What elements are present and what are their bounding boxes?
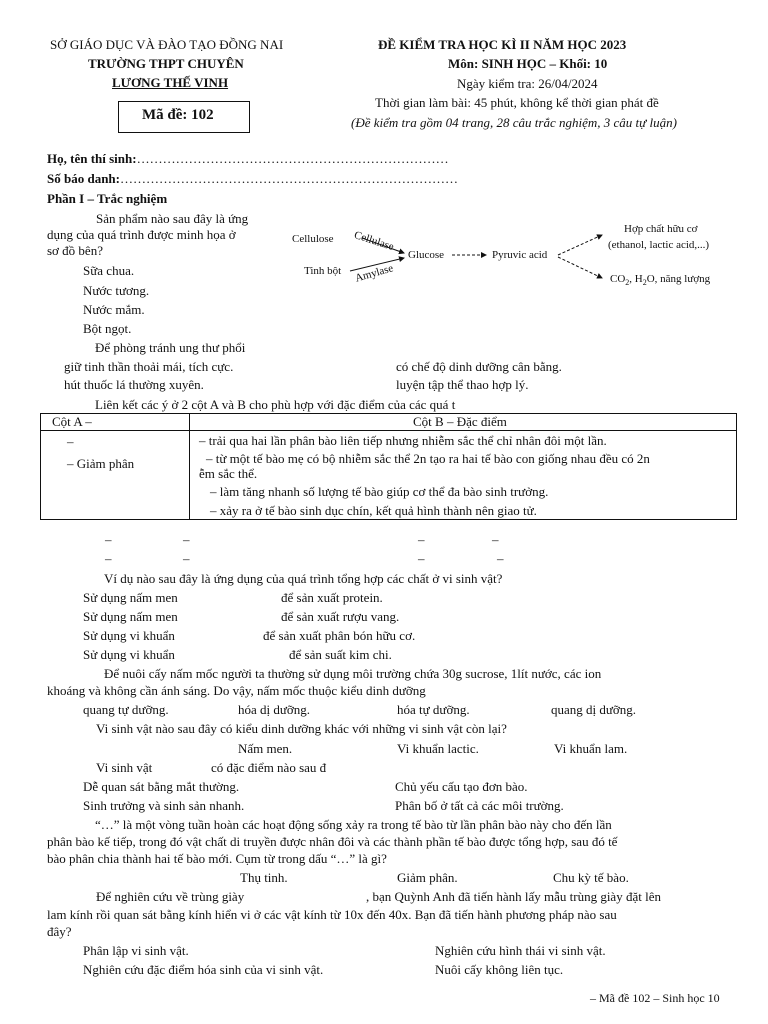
label-organic-examples: (ethanol, lactic acid,...): [608, 239, 710, 251]
label-pyruvic-acid: Pyruvic acid: [492, 249, 548, 261]
q5-option-a: quang tự dưỡng.: [83, 702, 169, 717]
label-cellulase: Cellulase: [352, 229, 396, 254]
q2-option-d: luyện tập thể thao hợp lý.: [396, 377, 529, 392]
q6-stem: Vi sinh vật nào sau đây có kiểu dinh dưỡng khác với những vi sinh vật còn lại?: [96, 721, 507, 736]
q7-option-d: Phân bố ở tất cả các môi trường.: [395, 798, 564, 813]
student-id-row: [47, 172, 458, 185]
label-cellulose: Cellulose: [292, 233, 334, 245]
q7-stem-part2: có đặc điểm nào sau đ: [211, 760, 327, 775]
answer-dash: –: [183, 551, 190, 566]
q5-option-b: hóa dị dưỡng.: [238, 702, 311, 717]
q9-option-d: Nuôi cấy không liên tục.: [435, 962, 564, 977]
exam-subject: Môn: SINH HỌC – Khối: 10: [448, 56, 608, 71]
q1-option-b: Nước tương.: [83, 283, 150, 298]
arrow-pyruvic-co2: [558, 257, 602, 278]
col-b-cell: [190, 431, 737, 520]
q1-option-c: Nước mắm.: [83, 302, 145, 317]
q8-option-c: Giảm phân.: [397, 870, 458, 885]
answer-dash: –: [105, 551, 112, 566]
label-tinh-bot: Tinh bột: [304, 265, 342, 277]
q4-option-d-part1: Sử dụng vi khuẩn: [83, 647, 175, 662]
matching-table-body: [41, 431, 737, 520]
col-a-cell: [41, 431, 190, 520]
exam-code: Mã đề: 102: [142, 107, 214, 123]
q4-option-d-part2: để sản suất kim chi.: [289, 647, 392, 662]
col-b-item-2: – từ một tế bào mẹ có bộ nhiễm sắc thể 2n tạo ra hai tế bào con giống nhau đều có 2n: [206, 451, 650, 466]
q4-option-c-part2: để sản xuất phân bón hữu cơ.: [263, 628, 416, 643]
q8-stem-line3: bào phân chia thành hai tế bào mới. Cụm từ trong dấu “…” là gì?: [47, 851, 387, 866]
q2-option-b: có chế độ dinh dưỡng cân bằng.: [396, 359, 562, 374]
label-organic-compound: Hợp chất hữu cơ: [624, 223, 698, 235]
q4-option-c-part1: Sử dụng vi khuẩn: [83, 628, 175, 643]
answer-dash: –: [418, 551, 425, 566]
q9-option-c: Nghiên cứu đặc điểm hóa sinh của vi sinh vật.: [83, 962, 324, 977]
answer-dash: –: [418, 532, 425, 547]
matching-table: [40, 413, 737, 520]
q9-stem-line2: lam kính rồi quan sát bằng kính hiển vi ở các vật kính từ 10x đến 40x. Bạn đã tiến hành phương pháp nào sau: [47, 907, 617, 922]
q9-stem-line1-part1: Để nghiên cứu về trùng giày: [96, 889, 245, 904]
label-amylase: Amylase: [353, 262, 395, 285]
q8-option-b: Thụ tinh.: [240, 870, 288, 885]
q2-stem: Để phòng tránh ung thư phổi: [95, 340, 246, 355]
q5-option-c: hóa tự dưỡng.: [397, 702, 470, 717]
q8-stem-line1: “…” là một vòng tuần hoàn các hoạt động sống xảy ra trong tế bào từ lần phân bào này cho đến lần: [95, 817, 612, 832]
answer-dash: –: [497, 551, 504, 566]
q1-option-a: Sữa chua.: [83, 263, 135, 278]
q6-option-d: Vi khuẩn lam.: [554, 741, 628, 756]
department-name: SỞ GIÁO DỤC VÀ ĐÀO TẠO ĐỒNG NAI: [50, 37, 284, 52]
q2-option-c: hút thuốc lá thường xuyên.: [64, 377, 204, 392]
q7-stem-part1: Vi sinh vật: [96, 760, 153, 775]
header-col-b: Cột B – Đặc điểm: [190, 414, 737, 431]
answer-dash: –: [492, 532, 499, 547]
exam-duration: Thời gian làm bài: 45 phút, không kể thời gian phát đề: [375, 95, 659, 110]
student-name-dots: ………………………………………………………………: [136, 151, 449, 166]
col-b-item-1: – trải qua hai lần phân bào liên tiếp nhưng nhiễm sắc thể chỉ nhân đôi một lần.: [199, 433, 607, 448]
label-co2-h2o-energy: $CO_2$, $H_2O$, năng lượng: [610, 273, 711, 288]
q4-option-b-part1: Sử dụng nấm men: [83, 609, 178, 624]
q7-option-b: Chủ yếu cấu tạo đơn bào.: [395, 779, 528, 794]
q9-stem-line3: đây?: [47, 924, 72, 939]
student-id-dots: ……………………………………………………………………: [119, 171, 458, 186]
q6-option-b: Nấm men.: [238, 741, 293, 756]
q9-option-a: Phân lập vi sinh vật.: [83, 943, 189, 958]
exam-note: (Đề kiểm tra gồm 04 trang, 28 câu trắc nghiệm, 3 câu tự luận): [351, 115, 677, 130]
q5-option-d: quang dị dưỡng.: [551, 702, 637, 717]
q4-stem: Ví dụ nào sau đây là ứng dụng của quá trình tổng hợp các chất ở vi sinh vật?: [104, 571, 503, 586]
q5-stem-line2: khoáng và không cần ánh sáng. Do vậy, nấm mốc thuộc kiểu dinh dưỡng: [47, 683, 426, 698]
exam-date: Ngày kiểm tra: 26/04/2024: [457, 76, 598, 91]
label-glucose: Glucose: [408, 249, 445, 261]
answer-dash: –: [105, 532, 112, 547]
school-name-line2: LƯƠNG THẾ VINH: [112, 75, 229, 90]
arrow-pyruvic-organic: [558, 235, 602, 255]
q6-option-c: Vi khuẩn lactic.: [397, 741, 479, 756]
q4-option-a-part1: Sử dụng nấm men: [83, 590, 178, 605]
exam-title: ĐỀ KIỂM TRA HỌC KÌ II NĂM HỌC 2023: [378, 37, 627, 52]
section-title: Phần I – Trắc nghiệm: [47, 191, 168, 206]
q8-stem-line2: phân bào kế tiếp, trong đó vật chất di truyền được nhân đôi và các thành phần tế bào được tổng hợp, sau đó tế: [47, 834, 618, 849]
q2-option-a: giữ tinh thần thoải mái, tích cực.: [64, 359, 234, 374]
col-b-item-4: – xảy ra ở tế bào sinh dục chín, kết quả hình thành nên giao tử.: [210, 503, 537, 518]
school-name-line1: TRƯỜNG THPT CHUYÊN: [88, 56, 244, 71]
q1-option-d: Bột ngọt.: [83, 321, 132, 336]
page-footer: – Mã đề 102 – Sinh học 10: [590, 991, 720, 1005]
q5-stem-line1: Để nuôi cấy nấm mốc người ta thường sử dụng môi trường chứa 30g sucrose, 1lít nước, các ion: [104, 666, 602, 681]
q7-option-a: Dễ quan sát bằng mắt thường.: [83, 779, 240, 794]
q8-option-d: Chu kỳ tế bào.: [553, 870, 629, 885]
matching-table-header: [41, 414, 737, 431]
metabolism-diagram: [290, 222, 740, 292]
q7-option-c: Sinh trưởng và sinh sản nhanh.: [83, 798, 245, 813]
col-a-item-2: – Giảm phân: [67, 456, 135, 471]
col-b-item-2-cont: ễm sắc thể.: [199, 466, 258, 481]
q1-stem-line1: Sản phẩm nào sau đây là ứng: [96, 211, 249, 226]
student-id-label: Số báo danh:: [47, 171, 120, 186]
col-a-item-1: –: [67, 434, 74, 449]
q4-option-a-part2: để sản xuất protein.: [281, 590, 383, 605]
q9-stem-line1-part2: , bạn Quỳnh Anh đã tiến hành lấy mẫu trùng giày đặt lên: [366, 889, 661, 904]
q1-stem-line3: sơ đồ bên?: [47, 243, 103, 258]
student-name-row: [47, 152, 449, 165]
q4-option-b-part2: để sản xuất rượu vang.: [281, 609, 400, 624]
header-col-a: Cột A –: [41, 414, 190, 431]
q1-stem-line2: dụng của quá trình được minh họa ở: [47, 227, 236, 242]
answer-dash: –: [183, 532, 190, 547]
q3-stem: Liên kết các ý ở 2 cột A và B cho phù hợp với đặc điểm của các quá t: [95, 397, 456, 412]
q9-option-b: Nghiên cứu hình thái vi sinh vật.: [435, 943, 606, 958]
student-name-label: Họ, tên thí sinh:: [47, 151, 137, 166]
col-b-item-3: – làm tăng nhanh số lượng tế bào giúp cơ thể đa bào sinh trưởng.: [210, 484, 549, 499]
